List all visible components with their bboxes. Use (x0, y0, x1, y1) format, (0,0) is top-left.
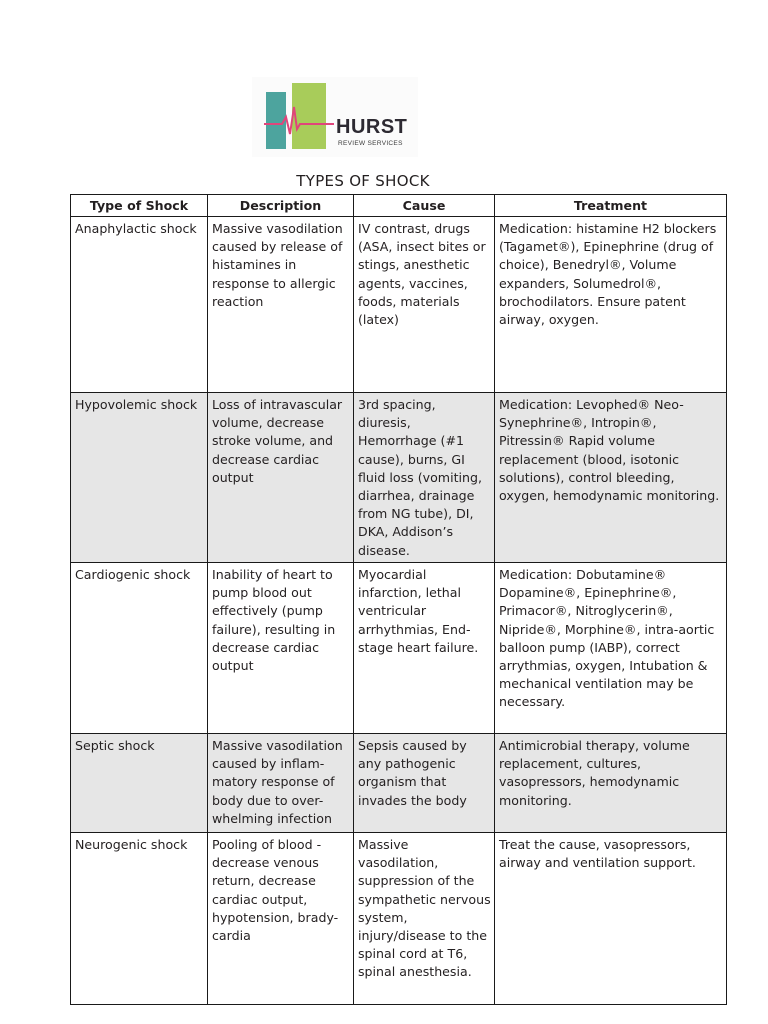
cell-cause: 3rd spacing, diuresis, Hemorrhage (#1 cause), burns, GI fluid loss (vomiting, diarrhea, drainage from NG tube), DI, DKA, Addison’s disease. (354, 393, 495, 563)
cell-cause: Sepsis caused by any pathogenic organism that invades the body (354, 734, 495, 833)
cell-cause: Massive vasodilation, suppression of the sympathetic nervous system, injury/disease to the spinal cord at T6, spinal anesthesia. (354, 833, 495, 1005)
cell-treatment: Medication: Dobutamine® Dopamine®, Epinephrine®, Primacor®, Nitroglycerin®, Nipride®, Morphine®, intra-aortic balloon pump (IABP), correct arrythmias, oxygen, Intubation & mechanical ventilation may be necessary. (495, 563, 727, 734)
table-row (71, 563, 727, 734)
hurst-logo (252, 77, 418, 157)
logo-green-bar (292, 83, 326, 149)
cell-description: Inability of heart to pump blood out effectively (pump failure), resulting in decrease cardiac output (208, 563, 354, 734)
header-description: Description (208, 195, 354, 217)
cell-type: Neurogenic shock (71, 833, 208, 1005)
cell-treatment: Antimicrobial therapy, volume replacement, cultures, vasopressors, hemodynamic monitoring. (495, 734, 727, 833)
table-header-row (71, 195, 727, 217)
page-title: TYPES OF SHOCK (296, 172, 430, 190)
cell-treatment: Medication: Levophed® Neo-Synephrine®, Intropin®, Pitressin® Rapid volume replacement (blood, isotonic solutions), control bleeding, oxygen, hemodynamic monitoring. (495, 393, 727, 563)
cell-cause: IV contrast, drugs (ASA, insect bites or stings, anesthetic agents, vaccines, foods, materials (latex) (354, 217, 495, 393)
cell-description: Loss of intravascular volume, decrease stroke volume, and decrease cardiac output (208, 393, 354, 563)
cell-description: Massive vasodilation caused by release of histamines in response to allergic reaction (208, 217, 354, 393)
header-cause: Cause (354, 195, 495, 217)
table-row (71, 393, 727, 563)
cell-type: Anaphylactic shock (71, 217, 208, 393)
logo-subtitle: REVIEW SERVICES (338, 140, 403, 147)
cell-cause: Myocardial infarction, lethal ventricular arrhythmias, End-stage heart failure. (354, 563, 495, 734)
table-row (71, 734, 727, 833)
cell-description: Pooling of blood -decrease venous return, decrease cardiac output, hypotension, brady-cardia (208, 833, 354, 1005)
cell-description: Massive vasodilation caused by inflam-matory response of body due to over-whelming infection (208, 734, 354, 833)
logo-name: HURST (336, 116, 408, 138)
cell-treatment: Treat the cause, vasopressors, airway and ventilation support. (495, 833, 727, 1005)
cell-treatment: Medication: histamine H2 blockers (Tagamet®), Epinephrine (drug of choice), Benedryl®, Volume expanders, Solumedrol®, brochodilators. Ensure patent airway, oxygen. (495, 217, 727, 393)
cell-type: Cardiogenic shock (71, 563, 208, 734)
cell-type: Hypovolemic shock (71, 393, 208, 563)
cell-type: Septic shock (71, 734, 208, 833)
table-row (71, 833, 727, 1005)
header-treatment: Treatment (495, 195, 727, 217)
table-row (71, 217, 727, 393)
shock-types-table (70, 194, 727, 1005)
header-type: Type of Shock (71, 195, 208, 217)
